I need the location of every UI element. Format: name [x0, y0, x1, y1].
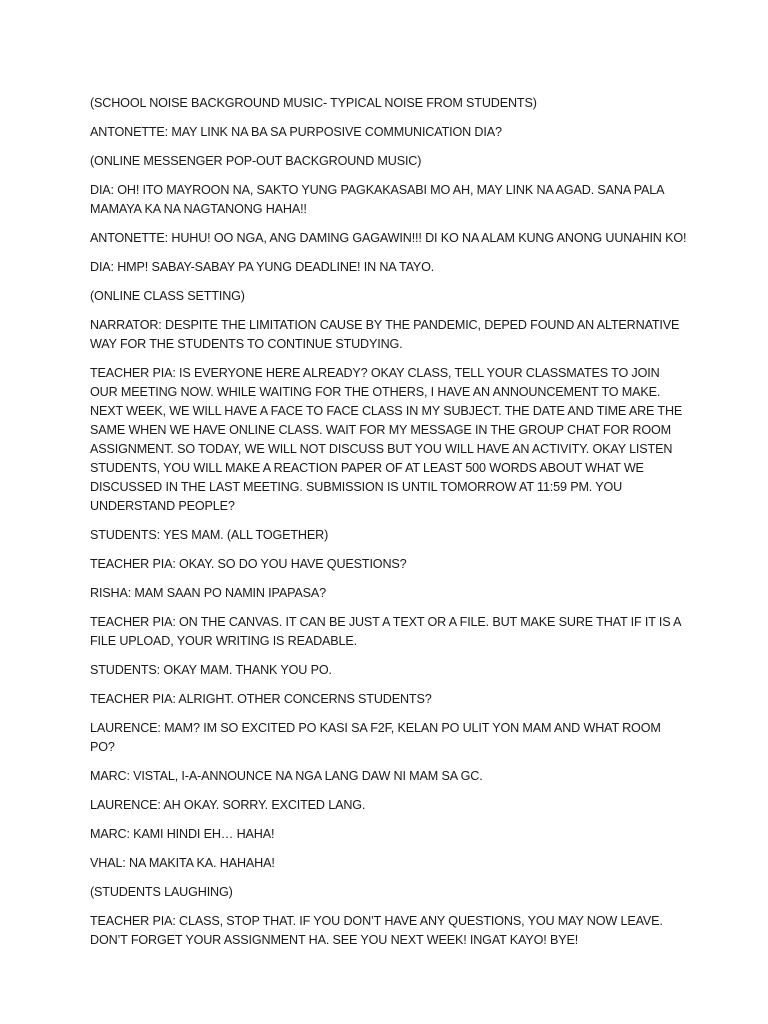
dialogue-line: TEACHER PIA: IS EVERYONE HERE ALREADY? OKAY CLASS, TELL YOUR CLASSMATES TO JOIN OUR MEETING NOW. WHILE WAITING FOR THE OTHERS, I HAVE AN ANNOUNCEMENT TO MAKE. NEXT WEEK, WE WILL HAVE A FACE TO FACE CLASS IN MY SUBJECT. THE DATE AND TIME ARE THE SAME WHEN WE HAVE ONLINE CLASS. WAIT FOR MY MESSAGE IN THE GROUP CHAT FOR ROOM ASSIGNMENT. SO TODAY, WE WILL NOT DISCUSS BUT YOU WILL HAVE AN ACTIVITY. OKAY LISTEN STUDENTS, YOU WILL MAKE A REACTION PAPER OF AT LEAST 500 WORDS ABOUT WHAT WE DISCUSSED IN THE LAST MEETING. SUBMISSION IS UNTIL TOMORROW AT 11:59 PM. YOU UNDERSTAND PEOPLE? — [90, 366, 683, 513]
dialogue-line: NARRATOR: DESPITE THE LIMITATION CAUSE BY THE PANDEMIC, DEPED FOUND AN ALTERNATIVE WAY FOR THE STUDENTS TO CONTINUE STUDYING. — [90, 318, 680, 351]
dialogue-line: LAURENCE: AH OKAY. SORRY. EXCITED LANG. — [90, 798, 366, 812]
dialogue-line: ANTONETTE: MAY LINK NA BA SA PURPOSIVE COMMUNICATION DIA? — [90, 125, 502, 139]
stage-direction: (ONLINE MESSENGER POP-OUT BACKGROUND MUSIC) — [90, 154, 422, 168]
stage-direction: (STUDENTS LAUGHING) — [90, 885, 233, 899]
dialogue-line: DIA: OH! ITO MAYROON NA, SAKTO YUNG PAGKAKASABI MO AH, MAY LINK NA AGAD. SANA PALA MAMAYA KA NA NAGTANONG HAHA!! — [90, 183, 664, 216]
dialogue-line: STUDENTS: YES MAM. (ALL TOGETHER) — [90, 528, 329, 542]
dialogue-line: TEACHER PIA: CLASS, STOP THAT. IF YOU DON’T HAVE ANY QUESTIONS, YOU MAY NOW LEAVE. DON’T FORGET YOUR ASSIGNMENT HA. SEE YOU NEXT WEEK! INGAT KAYO! BYE! — [90, 914, 663, 947]
dialogue-line: MARC: VISTAL, I-A-ANNOUNCE NA NGA LANG DAW NI MAM SA GC. — [90, 769, 483, 783]
dialogue-line: TEACHER PIA: OKAY. SO DO YOU HAVE QUESTIONS? — [90, 557, 407, 571]
dialogue-line: LAURENCE: MAM? IM SO EXCITED PO KASI SA F2F, KELAN PO ULIT YON MAM AND WHAT ROOM PO? — [90, 721, 661, 754]
dialogue-line: MARC: KAMI HINDI EH… HAHA! — [90, 827, 275, 841]
dialogue-line: TEACHER PIA: ON THE CANVAS. IT CAN BE JUST A TEXT OR A FILE. BUT MAKE SURE THAT IF IT IS A FILE UPLOAD, YOUR WRITING IS READABLE. — [90, 615, 681, 648]
dialogue-line: RISHA: MAM SAAN PO NAMIN IPAPASA? — [90, 586, 327, 600]
stage-direction: (ONLINE CLASS SETTING) — [90, 289, 245, 303]
dialogue-line: STUDENTS: OKAY MAM. THANK YOU PO. — [90, 663, 332, 677]
dialogue-line: DIA: HMP! SABAY-SABAY PA YUNG DEADLINE! IN NA TAYO. — [90, 260, 435, 274]
stage-direction: (SCHOOL NOISE BACKGROUND MUSIC- TYPICAL NOISE FROM STUDENTS) — [90, 96, 537, 110]
dialogue-line: ANTONETTE: HUHU! OO NGA, ANG DAMING GAGAWIN!!! DI KO NA ALAM KUNG ANONG UUNAHIN KO! — [90, 231, 687, 245]
dialogue-line: TEACHER PIA: ALRIGHT. OTHER CONCERNS STUDENTS? — [90, 692, 432, 706]
dialogue-line: VHAL: NA MAKITA KA. HAHAHA! — [90, 856, 275, 870]
